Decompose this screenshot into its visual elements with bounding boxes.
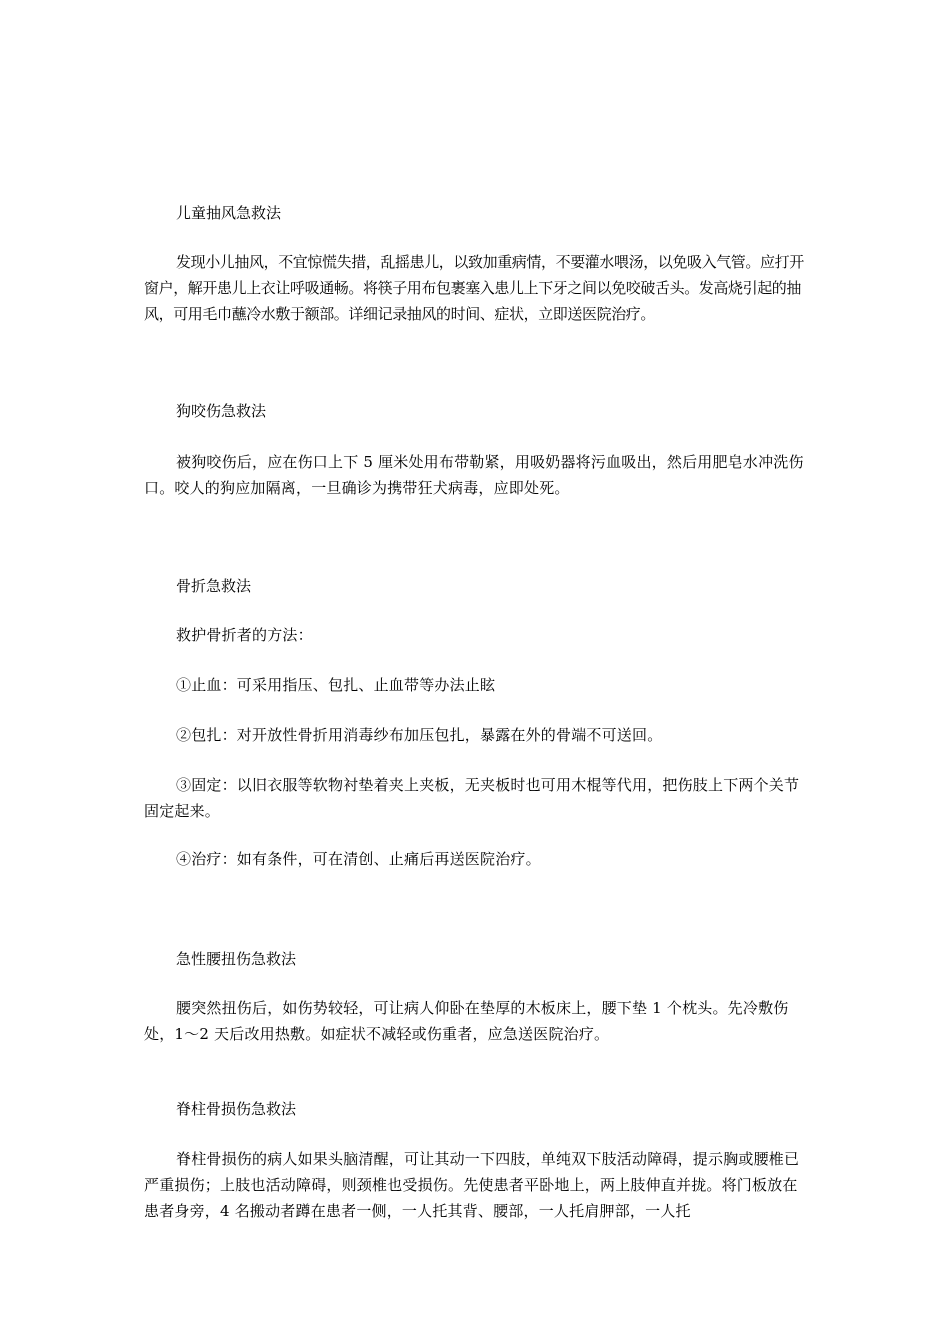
paragraph-child-convulsion: 发现小儿抽风，不宜惊慌失措，乱摇患儿，以致加重病情，不要灌水喂汤，以免吸入气管。应打开窗户，解开患儿上衣让呼吸通畅。将筷子用布包裹塞入患儿上下牙之间以免咬破舌头。发高烧引起的抽风，可用毛巾蘸冷水敷于额部。详细记录抽风的时间、症状，立即送医院治疗。	[144, 253, 804, 323]
paragraph-spine-injury: 脊柱骨损伤的病人如果头脑清醒，可让其动一下四肢，单纯双下肢活动障碍，提示胸或腰椎已严重损伤；上肢也活动障碍，则颈椎也受损伤。先使患者平卧地上，两上肢伸直并拢。将门板放在患者身旁，4 名搬动者蹲在患者一侧，一人托其背、腰部，一人托肩胛部，一人托	[144, 1150, 800, 1220]
section-title-lumbar-sprain: 急性腰扭伤急救法	[176, 950, 297, 968]
section-title-child-convulsion: 儿童抽风急救法	[176, 204, 282, 222]
paragraph-lumbar-sprain: 腰突然扭伤后，如伤势较轻，可让病人仰卧在垫厚的木板床上，腰下垫 1 个枕头。先冷敷伤处，1～2 天后改用热敷。如症状不减轻或伤重者，应急送医院治疗。	[144, 999, 789, 1043]
paragraph-fracture-bandage: ②包扎：对开放性骨折用消毒纱布加压包扎，暴露在外的骨端不可送回。	[176, 726, 663, 744]
section-title-dog-bite: 狗咬伤急救法	[176, 402, 267, 420]
paragraph-fracture-fixation: ③固定：以旧衣服等软物衬垫着夹上夹板，无夹板时也可用木棍等代用，把伤肢上下两个关节固定起来。	[144, 776, 800, 820]
paragraph-fracture-intro: 救护骨折者的方法：	[176, 626, 313, 644]
paragraph-dog-bite: 被狗咬伤后，应在伤口上下 5 厘米处用布带勒紧，用吸奶器将污血吸出，然后用肥皂水冲洗伤口。咬人的狗应加隔离，一旦确诊为携带狂犬病毒，应即处死。	[144, 453, 804, 497]
paragraph-fracture-treatment: ④治疗：如有条件，可在清创、止痛后再送医院治疗。	[176, 850, 541, 868]
section-title-fracture: 骨折急救法	[176, 577, 252, 595]
paragraph-fracture-bleeding: ①止血：可采用指压、包扎、止血带等办法止眩	[176, 676, 496, 694]
section-title-spine-injury: 脊柱骨损伤急救法	[176, 1100, 297, 1118]
